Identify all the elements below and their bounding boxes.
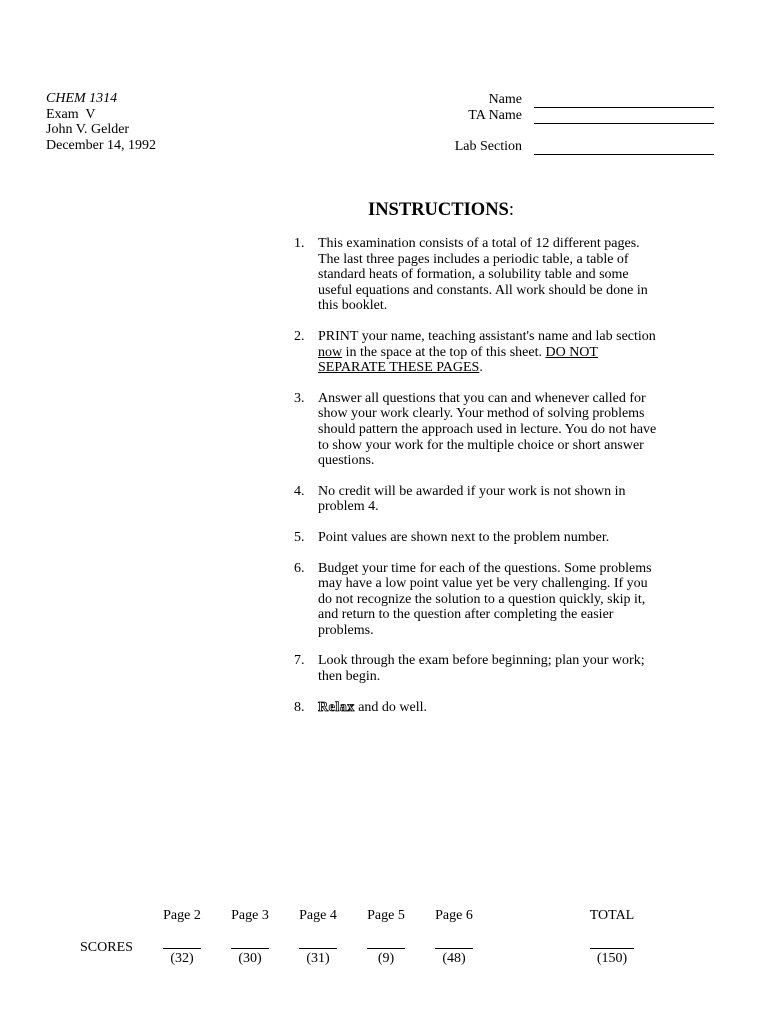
name-field-row bbox=[430, 92, 714, 108]
score-column-page-2: Page 2 (32) bbox=[163, 908, 201, 966]
score-blank[interactable] bbox=[590, 940, 634, 949]
scores-section bbox=[0, 908, 770, 988]
instruction-item: 7. Look through the exam before beginning; plan your work; then begin. bbox=[294, 653, 645, 685]
score-blank[interactable] bbox=[435, 940, 473, 949]
ta-name-label: TA Name bbox=[468, 108, 522, 123]
ta-field-row bbox=[430, 108, 714, 124]
course-code: CHEM 1314 bbox=[46, 91, 118, 106]
name-line[interactable] bbox=[534, 95, 714, 108]
exam-title: Exam V bbox=[46, 106, 96, 122]
score-blank[interactable] bbox=[367, 940, 405, 949]
score-blank[interactable] bbox=[299, 940, 337, 949]
lab-field-row bbox=[430, 139, 714, 155]
name-label: Name bbox=[488, 92, 522, 107]
ta-name-line[interactable] bbox=[534, 111, 714, 124]
instructions-title: INSTRUCTIONS: bbox=[368, 200, 514, 220]
course-info bbox=[46, 91, 156, 153]
instruction-item: 2. PRINT your name, teaching assistant's name and lab section now in the space at the top of this sheet. DO NOT SEPARATE THESE PAGES. bbox=[294, 328, 656, 376]
lab-section-line[interactable] bbox=[534, 142, 714, 155]
exam-date: December 14, 1992 bbox=[46, 137, 157, 153]
instructions-list bbox=[294, 236, 664, 730]
instruction-item: 3. Answer all questions that you can and whenever called for show your work clearly. Your method of solving problems should pattern the approach used in lecture. You do not have to show your work for the multiple choice or short answer questions. bbox=[294, 390, 657, 469]
score-blank[interactable] bbox=[163, 940, 201, 949]
relax-outline-text: Relax bbox=[318, 699, 355, 715]
instruction-item: 6. Budget your time for each of the questions. Some problems may have a low point value yet be very challenging. If you do not recognize the solution to a question quickly, skip it, and return to the question after completing the easier problems. bbox=[294, 560, 652, 638]
instructor-name: John V. Gelder bbox=[46, 122, 130, 137]
instruction-item: 5. Point values are shown next to the problem number. bbox=[294, 529, 610, 545]
scores-label: SCORES bbox=[80, 940, 133, 955]
instruction-item: 4. No credit will be awarded if your work is not shown in problem 4. bbox=[294, 483, 626, 515]
score-column-page-4: Page 4 (31) bbox=[299, 908, 337, 966]
score-column-page-3: Page 3 (30) bbox=[231, 908, 269, 966]
score-column-page-6: Page 6 (48) bbox=[435, 908, 473, 966]
score-blank[interactable] bbox=[231, 940, 269, 949]
lab-section-label: Lab Section bbox=[454, 139, 522, 154]
score-column-total: TOTAL (150) bbox=[589, 908, 635, 966]
instruction-item: 8. Relax and do well. bbox=[294, 699, 428, 715]
instruction-item: 1. This examination consists of a total of 12 different pages. The last three pages includes a periodic table, a table of standard heats of formation, a solubility table and some useful equations and constants. All work should be done in this booklet. bbox=[294, 236, 648, 314]
score-column-page-5: Page 5 (9) bbox=[367, 908, 405, 966]
